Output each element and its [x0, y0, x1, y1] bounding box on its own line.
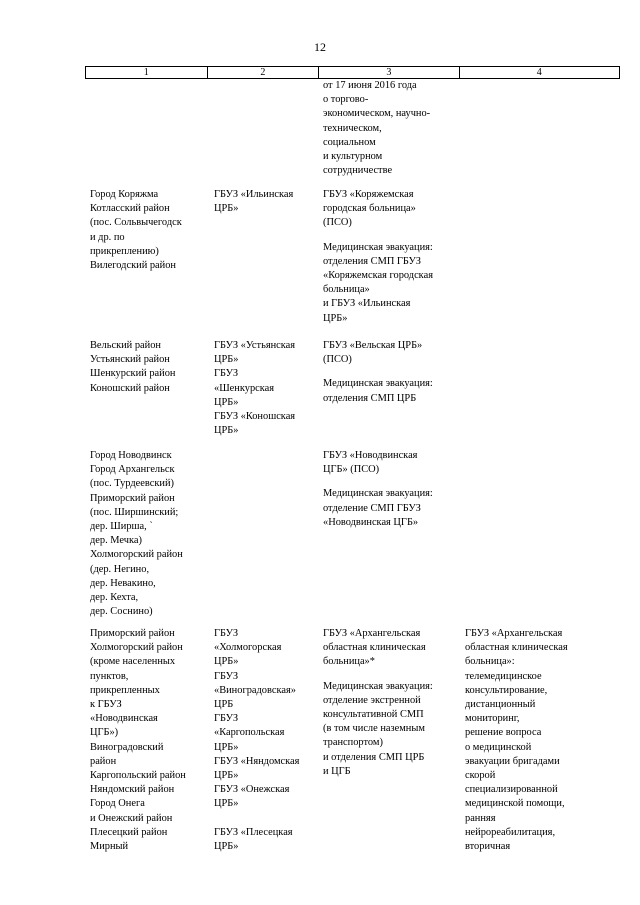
- cell-text-line: дер. Кехта,: [90, 592, 139, 604]
- cell-text-line: дер. Мечка): [90, 535, 142, 547]
- cell-text-line: ЦГБ»): [90, 727, 119, 739]
- cell-text-line: отделение экстренной: [323, 694, 421, 706]
- cell-text-line: Холмогорский район: [90, 549, 183, 561]
- cell-text-line: (кроме населенных: [90, 656, 176, 668]
- cell-text-line: Приморский район: [90, 492, 175, 504]
- cell-text-line: областная клиническая: [465, 642, 568, 654]
- cell-text-line: Город Онега: [90, 798, 145, 810]
- cell-text-line: ГБУЗ «Коряжемская: [323, 189, 414, 200]
- cell-text-line: и ЦГБ: [323, 765, 351, 777]
- cell-text-line: ГБУЗ «Архангельская: [323, 628, 421, 639]
- cell-text-line: (пос. Турдеевский): [90, 478, 174, 490]
- cell-text-line: [214, 812, 299, 826]
- cell-text-line: «Коряжемская городская: [323, 270, 433, 282]
- cell-text-line: Медицинская эвакуация:: [323, 680, 433, 692]
- cell-text-line: и культурном: [323, 151, 383, 163]
- paragraph-gap: [323, 231, 433, 241]
- cell-text-line: ГБУЗ: [214, 628, 239, 639]
- cell-text-line: дер. Ширша, `: [90, 521, 153, 533]
- cell-text-line: ГБУЗ «Архангельская: [465, 628, 563, 639]
- cell-text-line: пунктов,: [90, 670, 129, 682]
- cell-text-line: Каргопольский район: [90, 770, 186, 782]
- cell-text-line: и Онежский район: [90, 812, 173, 824]
- cell-text-line: ЦРБ»: [214, 203, 239, 215]
- cell-text-line: медицинской помощи,: [465, 798, 565, 810]
- cell-text-line: ЦРБ»: [323, 312, 348, 324]
- cell-text-line: ГБУЗ «Ильинская: [214, 189, 294, 200]
- cell-text-line: Город Коряжма: [90, 189, 159, 200]
- cell-text-line: Холмогорский район: [90, 642, 183, 654]
- cell-text-line: Город Новодвинск: [90, 450, 172, 461]
- cell-text-line: отделения СМП ЦРБ: [323, 392, 417, 404]
- cell-text-line: Шенкурский район: [90, 368, 176, 380]
- cell-text-line: больница»: [323, 284, 370, 296]
- cell-text-line: Медицинская эвакуация:: [323, 241, 433, 253]
- cell-text-line: отделение СМП ГБУЗ: [323, 502, 421, 514]
- header-col-2: 2: [208, 67, 320, 78]
- paragraph-gap: [323, 367, 433, 377]
- cell-text-line: Вилегодский район: [90, 260, 176, 272]
- cell-text-line: ЦРБ»: [214, 425, 239, 437]
- cell-text-line: специализированной: [465, 784, 558, 796]
- cell-text-line: Устьянский район: [90, 354, 170, 366]
- cell-text-line: техническом,: [323, 122, 382, 134]
- cell-text-line: социальном: [323, 136, 376, 148]
- cell-text-line: «Шенкурская: [214, 382, 275, 394]
- cell-text-line: Приморский район: [90, 628, 175, 639]
- cell-text-line: ГБУЗ: [214, 670, 239, 682]
- cell-text-line: городская больница»: [323, 203, 416, 215]
- cell-text-line: «Каргопольская: [214, 727, 285, 739]
- cell-text-line: ЦРБ»: [214, 741, 239, 753]
- cell-text-line: и отделения СМП ЦРБ: [323, 751, 425, 763]
- cell-text-line: дер. Соснино): [90, 606, 153, 618]
- cell-text-line: ЦРБ»: [214, 798, 239, 810]
- cell-text-line: решение вопроса: [465, 727, 542, 739]
- cell-text-line: больница»:: [465, 656, 515, 668]
- cell-text-line: ЦРБ: [214, 699, 234, 711]
- cell-text-line: «Новодвинская: [90, 713, 158, 725]
- cell-text-line: «Холмогорская: [214, 642, 282, 654]
- cell-text-line: вторичная: [465, 841, 511, 853]
- cell-text-line: ГБУЗ «Новодвинская: [323, 450, 418, 461]
- cell-text-line: ЦРБ»: [214, 396, 239, 408]
- cell-text-line: нейрореабилитация,: [465, 826, 556, 838]
- cell-text-line: и ГБУЗ «Ильинская: [323, 298, 411, 310]
- cell-text-line: мониторинг,: [465, 713, 520, 725]
- cell-text-line: (дер. Негино,: [90, 563, 150, 575]
- cell-text-line: экономическом, научно-: [323, 108, 431, 120]
- cell-text-line: Котласский район: [90, 203, 170, 215]
- cell-text-line: Няндомский район: [90, 784, 175, 796]
- row-4-col-1: [90, 627, 186, 854]
- cell-text-line: прикреплению): [90, 245, 159, 257]
- cell-text-line: отделения СМП ГБУЗ: [323, 255, 421, 267]
- row-4-col-4: [465, 627, 568, 854]
- header-col-4: 4: [536, 67, 542, 78]
- cell-text-line: «Виноградовская»: [214, 684, 296, 696]
- cell-text-line: «Новодвинская ЦГБ»: [323, 516, 419, 528]
- cell-text-line: больница»*: [323, 656, 375, 668]
- row-2-col-2: [214, 339, 295, 438]
- cell-text-line: скорой: [465, 770, 496, 782]
- cell-text-line: ГБУЗ «Коношская: [214, 411, 296, 423]
- cell-text-line: транспортом): [323, 737, 383, 749]
- cell-text-line: сотрудничестве: [323, 165, 393, 177]
- row-2-col-3: [323, 339, 433, 406]
- row-0-col-3: [323, 79, 430, 178]
- cell-text-line: консультативной СМП: [323, 709, 424, 721]
- cell-text-line: Виноградовский: [90, 741, 164, 753]
- cell-text-line: Вельский район: [90, 340, 161, 351]
- cell-text-line: Медицинская эвакуация:: [323, 488, 433, 500]
- row-1-col-3: [323, 188, 433, 326]
- cell-text-line: район: [90, 755, 117, 767]
- cell-text-line: (пос. Ширшинский;: [90, 506, 179, 518]
- cell-text-line: ГБУЗ: [214, 713, 239, 725]
- cell-text-line: (ПСО): [323, 217, 352, 229]
- header-col-3: 3: [319, 67, 459, 78]
- row-1-col-2: [214, 188, 293, 216]
- cell-text-line: ЦРБ»: [214, 770, 239, 782]
- cell-text-line: ГБУЗ «Плесецкая: [214, 826, 293, 838]
- cell-text-line: о медицинской: [465, 741, 532, 753]
- cell-text-line: дер. Невакино,: [90, 577, 156, 589]
- cell-text-line: ГБУЗ «Устьянская: [214, 340, 296, 351]
- cell-text-line: от 17 июня 2016 года: [323, 80, 417, 91]
- cell-text-line: (в том числе наземным: [323, 723, 425, 735]
- row-4-col-3: [323, 627, 433, 779]
- cell-text-line: дистанционный: [465, 699, 536, 711]
- cell-text-line: прикрепленных: [90, 684, 160, 696]
- row-4-col-2: [214, 627, 299, 854]
- table-header-row: [85, 66, 620, 79]
- row-3-col-1: [90, 449, 183, 619]
- cell-text-line: областная клиническая: [323, 642, 426, 654]
- cell-text-line: ранняя: [465, 812, 496, 824]
- cell-text-line: (пос. Сольвычегодск: [90, 217, 182, 229]
- paragraph-gap: [323, 670, 433, 680]
- cell-text-line: ГБУЗ «Вельская ЦРБ»: [323, 340, 423, 351]
- cell-text-line: консультирование,: [465, 684, 548, 696]
- paragraph-gap: [323, 477, 433, 487]
- cell-text-line: Мирный: [90, 841, 129, 853]
- cell-text-line: о торгово-: [323, 94, 369, 106]
- cell-text-line: ЦРБ»: [214, 841, 239, 853]
- cell-text-line: ГБУЗ «Онежская: [214, 784, 290, 796]
- cell-text-line: эвакуации бригадами: [465, 755, 560, 767]
- cell-text-line: и др. по: [90, 231, 125, 243]
- cell-text-line: Медицинская эвакуация:: [323, 378, 433, 390]
- header-col-1: 1: [86, 67, 208, 78]
- cell-text-line: ГБУЗ: [214, 368, 239, 380]
- cell-text-line: ЦРБ»: [214, 656, 239, 668]
- cell-text-line: ЦРБ»: [214, 354, 239, 366]
- row-3-col-3: [323, 449, 433, 530]
- cell-text-line: ЦГБ» (ПСО): [323, 464, 380, 476]
- cell-text-line: Город Архангельск: [90, 464, 175, 476]
- cell-text-line: Плесецкий район: [90, 826, 168, 838]
- cell-text-line: телемедицинское: [465, 670, 542, 682]
- cell-text-line: (ПСО): [323, 354, 352, 366]
- row-2-col-1: [90, 339, 175, 396]
- row-1-col-1: [90, 188, 182, 273]
- cell-text-line: ГБУЗ «Няндомская: [214, 755, 300, 767]
- page-number: 12: [314, 40, 326, 54]
- cell-text-line: к ГБУЗ: [90, 699, 122, 711]
- cell-text-line: Коношский район: [90, 382, 170, 394]
